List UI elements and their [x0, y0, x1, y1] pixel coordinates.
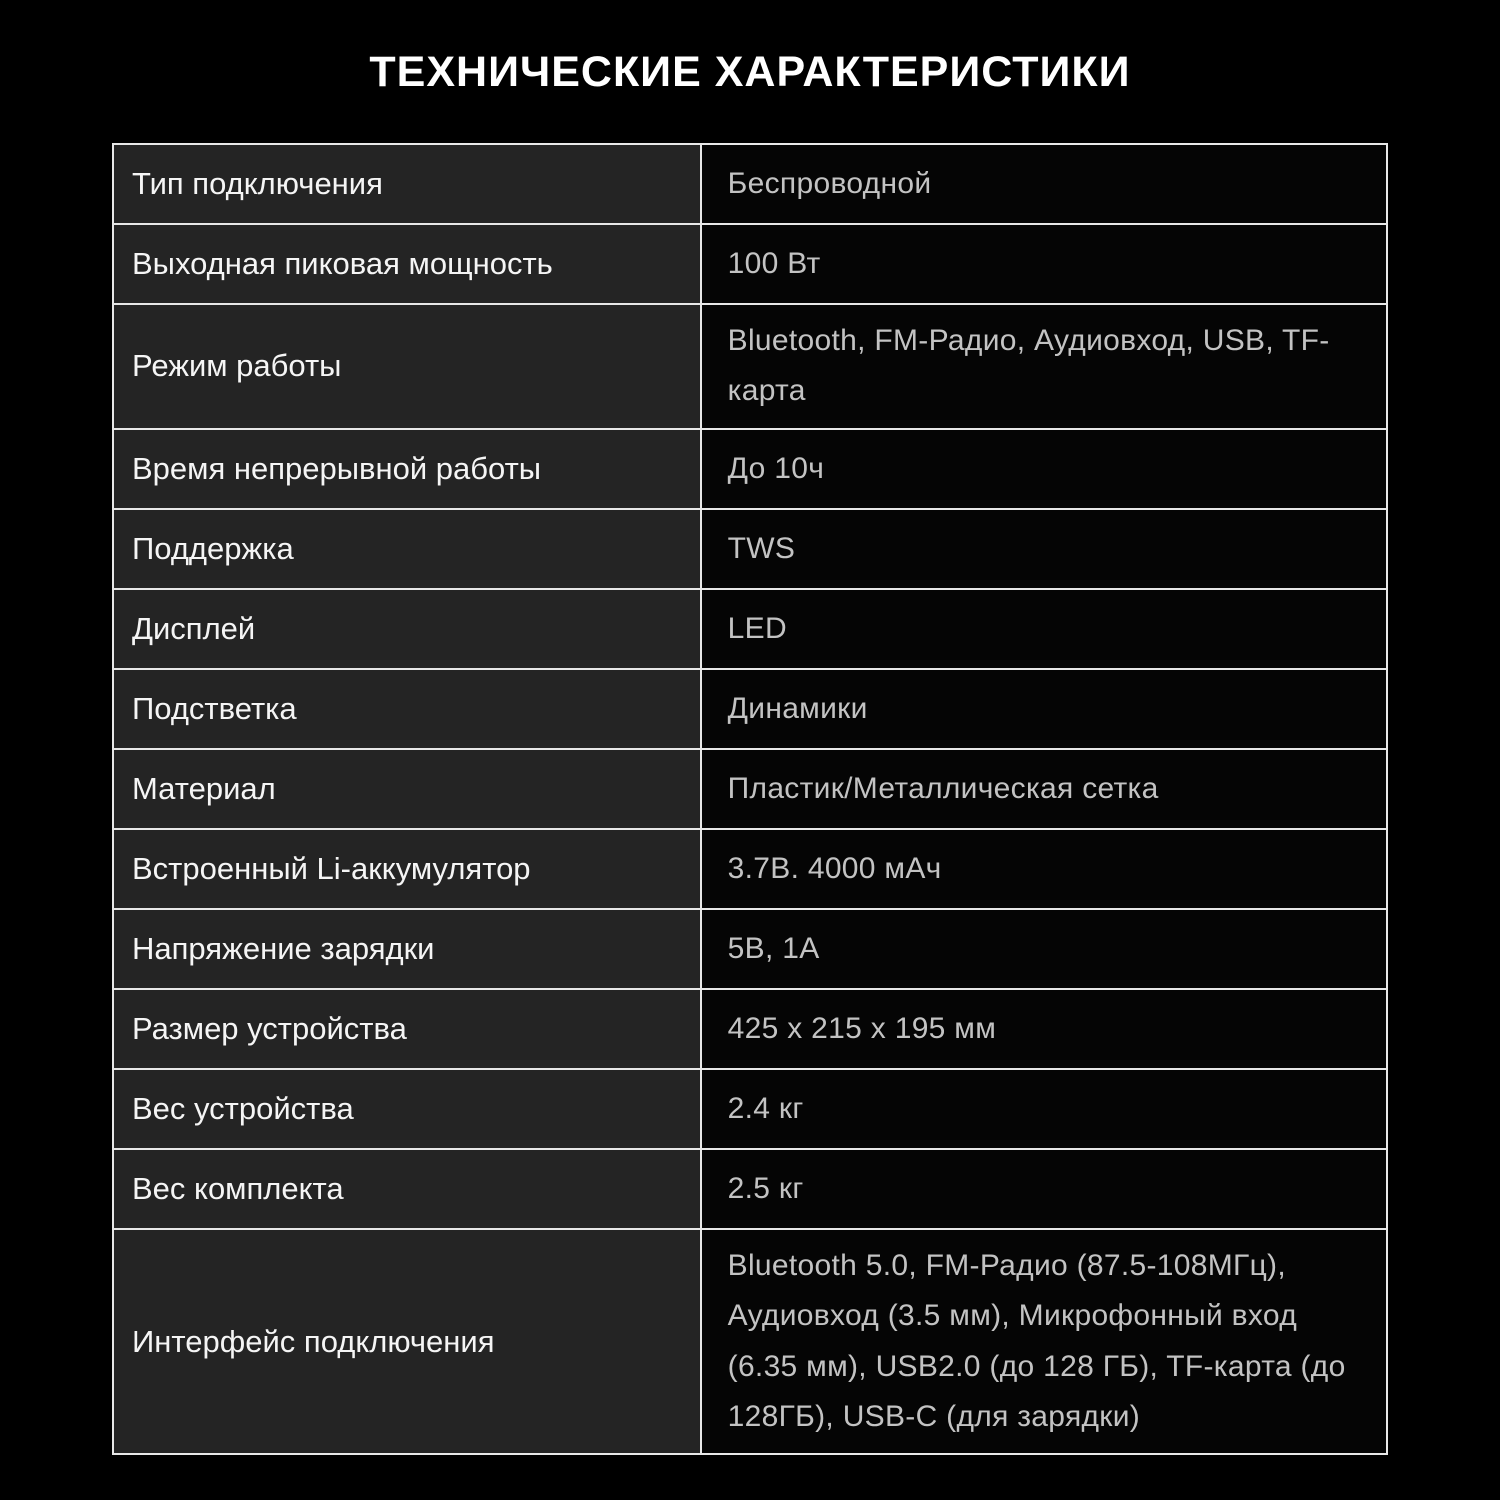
- spec-label-cell: [114, 510, 702, 588]
- spec-label-cell: [114, 990, 702, 1068]
- spec-value-cell: [702, 305, 1386, 428]
- spec-value: 425 x 215 x 195 мм: [727, 1011, 997, 1045]
- spec-label: Вес комплекта: [132, 1170, 344, 1206]
- spec-value-cell: [702, 430, 1386, 508]
- spec-label-cell: [114, 430, 702, 508]
- spec-label-cell: [114, 910, 702, 988]
- spec-label-cell: [114, 830, 702, 908]
- spec-label: Встроенный Li-аккумулятор: [132, 850, 531, 886]
- table-row: [114, 1230, 1386, 1454]
- spec-value: До 10ч: [727, 451, 825, 485]
- spec-value: TWS: [727, 531, 796, 565]
- spec-label-cell: [114, 1230, 702, 1454]
- spec-value: 3.7В. 4000 мАч: [727, 851, 942, 885]
- spec-label: Материал: [132, 770, 276, 806]
- table-row: [114, 670, 1386, 750]
- spec-label: Режим работы: [132, 348, 342, 384]
- spec-label: Напряжение зарядки: [132, 930, 435, 966]
- table-row: [114, 225, 1386, 305]
- spec-label-cell: [114, 590, 702, 668]
- spec-label: Выходная пиковая мощность: [132, 245, 553, 281]
- spec-value-cell: [702, 1230, 1386, 1454]
- spec-value-cell: [702, 990, 1386, 1068]
- spec-value: 2.5 кг: [727, 1171, 804, 1205]
- spec-label: Время непрерывной работы: [132, 450, 542, 486]
- spec-label: Дисплей: [132, 610, 256, 646]
- table-row: [114, 1070, 1386, 1150]
- spec-label-cell: [114, 225, 702, 303]
- table-row: [114, 750, 1386, 830]
- spec-label: Поддержка: [132, 530, 294, 566]
- spec-label: Интерфейс подключения: [132, 1323, 495, 1359]
- spec-label: Тип подключения: [132, 165, 383, 201]
- table-row: [114, 430, 1386, 510]
- spec-value-cell: [702, 510, 1386, 588]
- spec-label-cell: [114, 305, 702, 428]
- spec-value-cell: [702, 1070, 1386, 1148]
- spec-value-cell: [702, 910, 1386, 988]
- spec-label-cell: [114, 145, 702, 223]
- table-row: [114, 1150, 1386, 1230]
- spec-value-cell: [702, 1150, 1386, 1228]
- spec-table: [112, 143, 1388, 1455]
- spec-label: Подстветка: [132, 690, 297, 726]
- page-title: ТЕХНИЧЕСКИЕ ХАРАКТЕРИСТИКИ: [369, 48, 1131, 96]
- spec-value: 5В, 1А: [727, 931, 820, 965]
- spec-value-cell: [702, 670, 1386, 748]
- spec-value: Bluetooth, FM-Радио, Аудиовход, USB, TF-карта: [727, 324, 1330, 408]
- spec-label: Размер устройства: [132, 1010, 407, 1046]
- spec-value-cell: [702, 145, 1386, 223]
- spec-value: Пластик/Металлическая сетка: [727, 771, 1159, 805]
- spec-value-cell: [702, 830, 1386, 908]
- spec-label-cell: [114, 670, 702, 748]
- spec-value-cell: [702, 225, 1386, 303]
- spec-value: 100 Вт: [727, 246, 821, 280]
- table-row: [114, 145, 1386, 225]
- table-row: [114, 990, 1386, 1070]
- table-row: [114, 830, 1386, 910]
- spec-value: LED: [727, 611, 787, 645]
- spec-label: Вес устройства: [132, 1090, 354, 1126]
- spec-value: Динамики: [727, 691, 868, 725]
- table-row: [114, 305, 1386, 430]
- table-row: [114, 910, 1386, 990]
- spec-label-cell: [114, 1150, 702, 1228]
- table-row: [114, 590, 1386, 670]
- spec-value: Bluetooth 5.0, FM-Радио (87.5-108МГц), Аудиовход (3.5 мм), Микрофонный вход (6.35 мм), USB2.0 (до 128 ГБ), TF-карта (до 128ГБ), USB-C (для зарядки): [727, 1248, 1346, 1433]
- spec-value: Беспроводной: [727, 166, 932, 200]
- spec-value: 2.4 кг: [727, 1091, 804, 1125]
- table-row: [114, 510, 1386, 590]
- spec-value-cell: [702, 590, 1386, 668]
- spec-label-cell: [114, 750, 702, 828]
- spec-label-cell: [114, 1070, 702, 1148]
- spec-value-cell: [702, 750, 1386, 828]
